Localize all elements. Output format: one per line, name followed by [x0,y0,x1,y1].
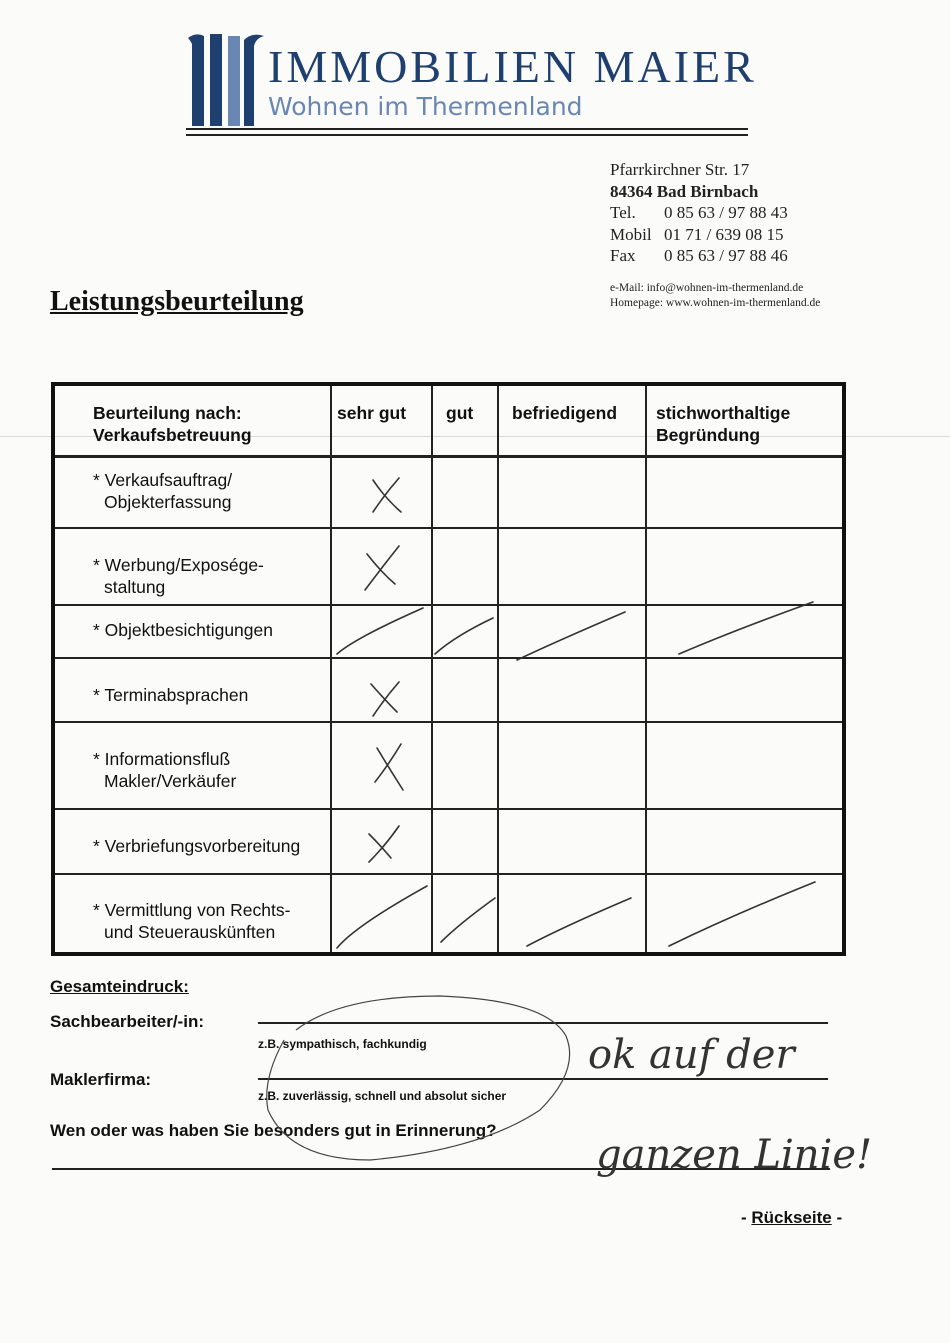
maklerfirma-input-line[interactable] [258,1078,828,1080]
checkbox-mark-row4 [371,682,399,716]
row-label-line1: * Objektbesichtigungen [93,620,273,640]
row-label-line2: Makler/Verkäufer [104,771,237,791]
rueckseite-note [741,1208,842,1228]
erinnerung-question: Wen oder was haben Sie besonders gut in Erinnerung? [50,1121,497,1140]
page-title: Leistungsbeurteilung [50,286,304,317]
company-tagline: Wohnen im Thermenland [268,92,583,121]
row-label-line2: Objekterfassung [104,492,232,512]
strike-through-row3 [337,602,813,660]
address-fax [610,245,788,267]
sachbearbeiter-label: Sachbearbeiter/-in: [50,1012,204,1031]
tel-label: Tel. [610,203,636,222]
gesamteindruck-label: Gesamteindruck: [50,977,189,996]
row-label-line1: * Verkaufsauftrag/ [93,470,233,490]
address-street: Pfarrkirchner Str. 17 [610,160,750,179]
header-gut: gut [446,403,474,423]
fax-number: 0 85 63 / 97 88 46 [664,246,788,265]
mobil-number: 01 71 / 639 08 15 [664,224,784,244]
contact-block [610,281,820,310]
row-label-line1: * Verbriefungsvorbereitung [93,836,301,856]
row-label-line1: * Informationsfluß [93,749,231,769]
mobil-label: Mobil [610,224,652,244]
erinnerung-input-line[interactable] [52,1168,830,1170]
checkbox-mark-row6 [369,826,399,862]
sachbearbeiter-input-line[interactable] [258,1022,828,1024]
maklerfirma-hint: z.B. zuverlässig, schnell und absolut sicher [258,1089,507,1103]
row-label-line1: * Terminabsprachen [93,685,249,705]
strike-through-row7 [337,882,815,948]
company-logo-icon [186,30,266,128]
address-tel [610,202,788,224]
checkbox-mark-row5 [375,744,403,790]
checkbox-mark-row1 [373,478,401,512]
address-block [610,159,788,267]
row-label-line2: staltung [104,577,166,597]
address-city: 84364 Bad Birnbach [610,181,759,201]
maklerfirma-label: Maklerfirma: [50,1070,152,1089]
header-sehr-gut: sehr gut [337,403,407,423]
handwritten-comment-line1: ok auf der [588,1032,795,1078]
tel-number: 0 85 63 / 97 88 43 [664,203,788,222]
header-criteria-line2: Verkaufsbetreuung [93,425,252,445]
header-befriedigend: befriedigend [512,403,618,423]
address-mobil [610,224,788,246]
rueckseite-link[interactable]: Rückseite [751,1208,832,1227]
handwritten-comment-line2: ganzen Linie! [596,1132,873,1178]
row-label-line1: * Vermittlung von Rechts- [93,900,291,920]
header-divider [186,134,748,136]
header-divider [186,128,748,130]
header-criteria-line1: Beurteilung nach: [93,403,242,423]
rating-table [51,382,846,956]
checkbox-mark-row2 [365,546,399,590]
rueckseite-prefix: - [741,1208,752,1227]
row-label-line2: und Steuerauskünften [104,922,276,942]
rueckseite-suffix: - [831,1208,843,1227]
fax-label: Fax [610,246,636,265]
company-name: IMMOBILIEN MAIER [268,41,757,92]
header-begruendung-line1: stichworthaltige [656,403,791,423]
handwritten-marks [55,386,842,952]
row-label-line1: * Werbung/Exposége- [93,555,264,575]
email-link[interactable]: e-Mail: info@wohnen-im-thermenland.de [610,282,804,294]
sachbearbeiter-hint: z.B. sympathisch, fachkundig [258,1037,427,1051]
homepage-link[interactable]: Homepage: www.wohnen-im-thermenland.de [610,296,821,309]
header-begruendung-line2: Begründung [656,425,761,445]
